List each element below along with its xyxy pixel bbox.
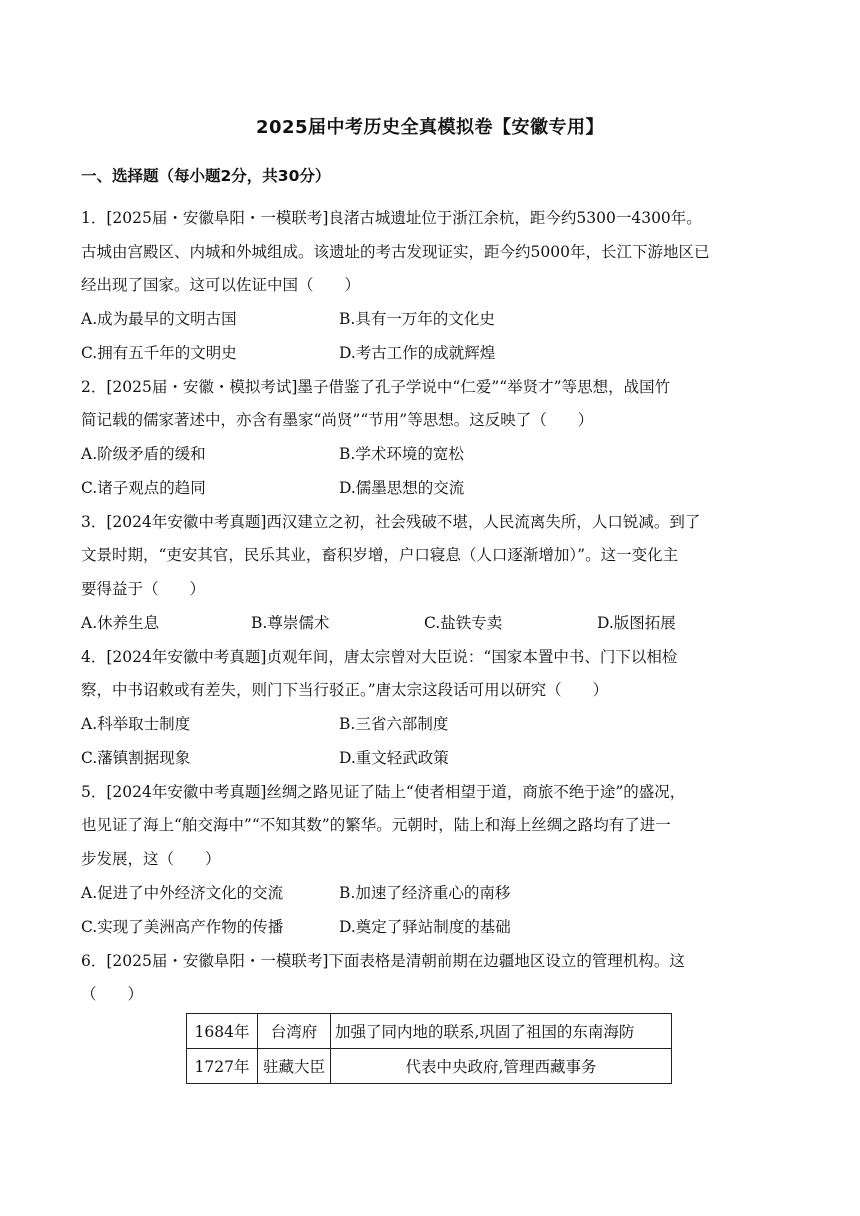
question-2-option-b: B.学术环境的宽松: [339, 445, 464, 463]
question-2-option-a: A.阶级矛盾的缓和: [81, 445, 206, 463]
question-1-line-1: 1．[2025届・安徽阜阳・一模联考]良渚古城遗址位于浙江余杭，距今约5300一4300年。: [81, 209, 702, 227]
question-6-line-2: （ ）: [81, 985, 144, 1003]
question-4-line-2: 察，中书诏敕或有差失，则门下当行驳正。”唐太宗这段话可用以研究（ ）: [81, 681, 609, 699]
question-4-option-b: B.三省六部制度: [339, 715, 449, 733]
question-5-line-2: 也见证了海上“舶交海中”“不知其数”的繁华。元朝时，陆上和海上丝绸之路均有了进一: [81, 816, 671, 834]
question-2-option-c: C.诸子观点的趋同: [81, 479, 206, 497]
section-heading: 一、选择题（每小题2分，共30分）: [81, 167, 331, 185]
table-cell-effect: 加强了同内地的联系,巩固了祖国的东南海防: [331, 1014, 672, 1049]
question-1-option-c: C.拥有五千年的文明史: [81, 344, 237, 362]
table-cell-agency: 驻藏大臣: [258, 1049, 331, 1084]
table-cell-year: 1684年: [187, 1014, 258, 1049]
question-4-option-d: D.重文轻武政策: [339, 749, 449, 767]
question-4-line-1: 4．[2024年安徽中考真题]贞观年间，唐太宗曾对大臣说：“国家本置中书、门下以相检: [81, 648, 678, 666]
question-5-line-1: 5．[2024年安徽中考真题]丝绸之路见证了陆上“使者相望于道，商旅不绝于途”的盛况，: [81, 783, 686, 801]
question-3-option-d: D.版图拓展: [597, 614, 676, 632]
page-title: 2025届中考历史全真模拟卷【安徽专用】: [255, 117, 605, 138]
table-row: [187, 1014, 672, 1049]
question-3-option-a: A.休养生息: [81, 614, 160, 632]
question-1-option-d: D.考古工作的成就辉煌: [339, 344, 496, 362]
table-cell-agency: 台湾府: [258, 1014, 331, 1049]
question-1-option-a: A.成为最早的文明古国: [81, 310, 237, 328]
question-1-line-3: 经出现了国家。这可以佐证中国（ ）: [81, 276, 361, 294]
question-5-line-3: 步发展，这（ ）: [81, 850, 221, 868]
question-2-option-d: D.儒墨思想的交流: [339, 479, 465, 497]
question-2-line-2: 简记载的儒家著述中，亦含有墨家“尚贤”“节用”等思想。这反映了（ ）: [81, 411, 594, 429]
question-5-option-d: D.奠定了驿站制度的基础: [339, 918, 511, 936]
question-5-option-b: B.加速了经济重心的南移: [339, 884, 511, 902]
table-row: [187, 1049, 672, 1084]
question-4-option-a: A.科举取士制度: [81, 715, 191, 733]
question-3-line-1: 3．[2024年安徽中考真题]西汉建立之初，社会残破不堪，人民流离失所，人口锐减。到了: [81, 513, 701, 531]
question-5-option-c: C.实现了美洲高产作物的传播: [81, 918, 284, 936]
question-3-option-c: C.盐铁专卖: [424, 614, 503, 632]
table-cell-effect: 代表中央政府,管理西藏事务: [331, 1049, 672, 1084]
question-3-line-2: 文景时期，“吏安其官，民乐其业，畜积岁增，户口寝息（人口逐渐增加）”。这一变化主: [81, 546, 679, 564]
question-5-option-a: A.促进了中外经济文化的交流: [81, 884, 284, 902]
table-cell-year: 1727年: [187, 1049, 258, 1084]
question-2-line-1: 2．[2025届・安徽・模拟考试]墨子借鉴了孔子学说中“仁爱”“举贤才”等思想，战国竹: [81, 378, 671, 396]
question-3-line-3: 要得益于（ ）: [81, 580, 206, 598]
question-1-option-b: B.具有一万年的文化史: [339, 310, 495, 328]
question-3-option-b: B.尊崇儒术: [251, 614, 330, 632]
frontier-agencies-table: [186, 1013, 672, 1084]
question-6-line-1: 6．[2025届・安徽阜阳・一模联考]下面表格是清朝前期在边疆地区设立的管理机构。这: [81, 952, 685, 970]
question-1-line-2: 古城由宫殿区、内城和外城组成。该遗址的考古发现证实，距今约5000年，长江下游地区已: [81, 243, 710, 261]
question-4-option-c: C.藩镇割据现象: [81, 749, 191, 767]
